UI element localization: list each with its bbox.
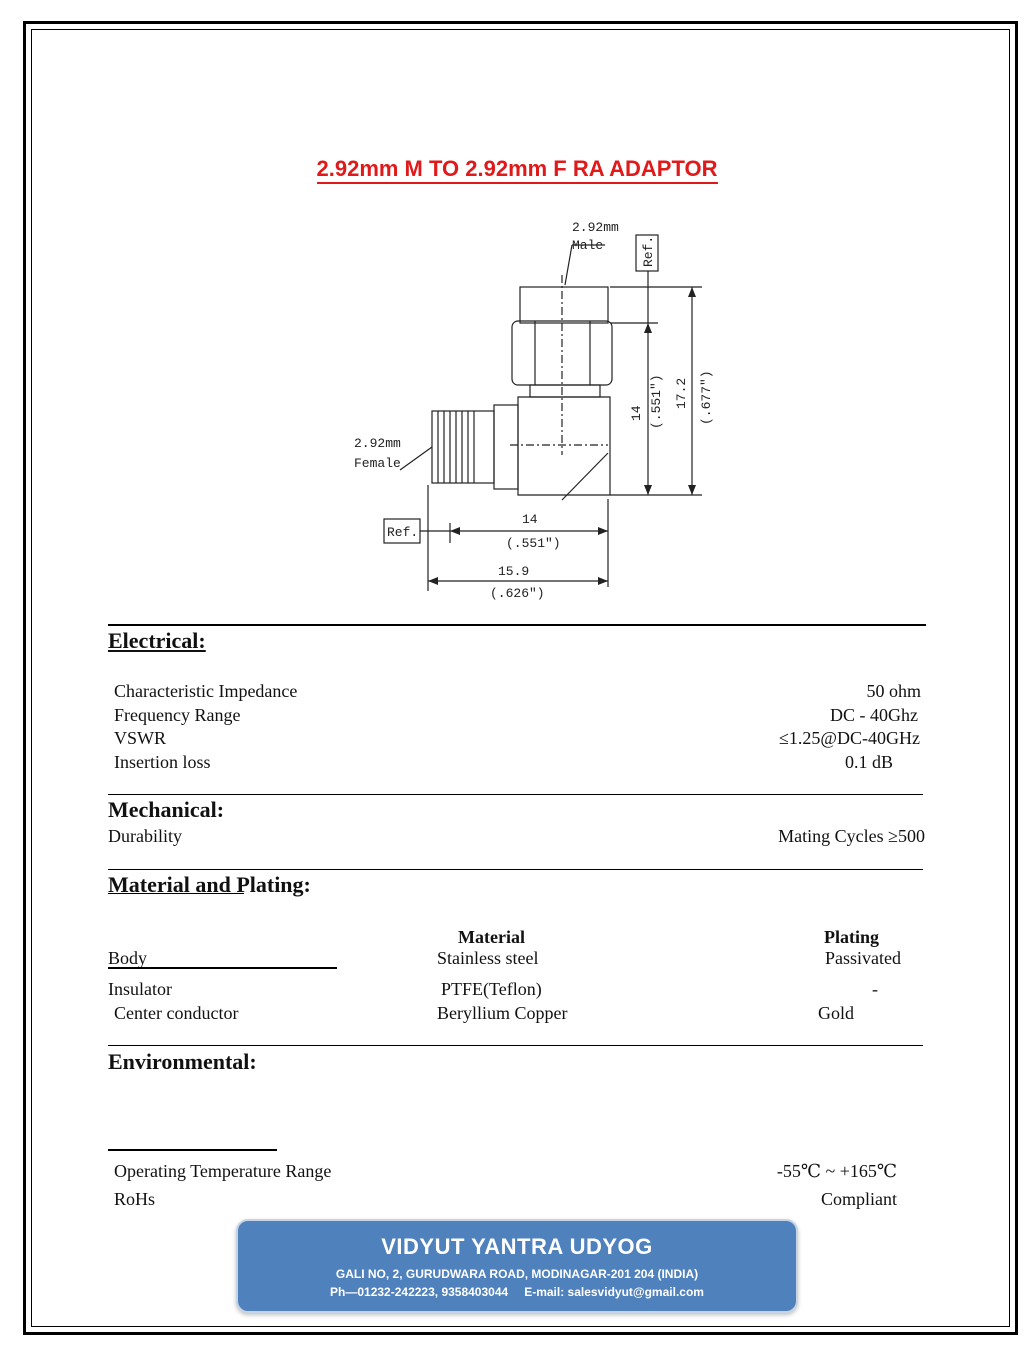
dim-horizontal-14: 14 [522,512,538,527]
body-underline [108,967,337,969]
divider [108,1045,923,1046]
ref-label-left: Ref. [387,525,419,540]
electrical-label-frequency: Frequency Range [114,705,241,725]
material-insulator: PTFE(Teflon) [441,979,542,999]
material-column-header: Material [458,927,525,947]
female-threaded-body [432,411,494,483]
electrical-heading: Electrical: [108,628,206,653]
electrical-value-frequency: DC - 40Ghz [830,705,918,725]
male-coupling-body [520,287,608,323]
dim-horizontal-159: 15.9 [498,564,530,579]
part-body: Body [108,948,148,968]
heading-underline [108,893,244,894]
ref-label-top: Ref. [641,235,656,267]
dim-horizontal-14-inch: (.551″) [506,536,561,551]
company-email: E-mail: salesvidyut@gmail.com [524,1285,704,1299]
env-label-temperature: Operating Temperature Range [114,1161,332,1181]
plating-body: Passivated [825,948,901,968]
dim-vertical-172-inch: (.677″) [699,370,714,425]
divider [108,624,926,626]
electrical-label-insertion-loss: Insertion loss [114,752,211,772]
company-phone: Ph—01232-242223, 9358403044 [330,1285,509,1299]
electrical-value-vswr: ≤1.25@DC-40GHz [779,728,920,748]
mechanical-value-durability: Mating Cycles ≥500 [778,826,925,846]
electrical-label-impedance: Characteristic Impedance [114,681,298,701]
female-label-size: 2.92mm [354,436,401,451]
env-value-temperature: -55℃ ~ +165℃ [776,1161,897,1181]
environmental-heading: Environmental: [108,1049,257,1074]
female-label-gender: Female [354,456,401,471]
divider [108,794,923,795]
plating-insulator: - [872,979,878,999]
electrical-label-vswr: VSWR [114,728,167,748]
plating-center-conductor: Gold [818,1003,854,1023]
elbow-body [518,397,610,495]
env-value-rohs: Compliant [821,1189,897,1209]
divider [108,1149,277,1151]
company-name: VIDYUT YANTRA UDYOG [381,1234,653,1259]
mechanical-heading: Mechanical: [108,797,225,822]
dim-vertical-14-inch: (.551″) [649,374,664,429]
part-center-conductor: Center conductor [114,1003,239,1023]
material-body: Stainless steel [437,948,539,968]
company-footer [236,1219,798,1313]
electrical-value-insertion-loss: 0.1 dB [844,752,893,772]
dim-vertical-14: 14 [629,405,644,421]
part-insulator: Insulator [108,979,172,999]
dim-vertical-172: 17.2 [674,377,689,409]
company-contact [238,1285,796,1299]
divider [108,869,923,870]
dim-horizontal-159-inch: (.626″) [490,586,545,601]
document-title: 2.92mm M TO 2.92mm F RA ADAPTOR [0,156,1034,182]
material-center-conductor: Beryllium Copper [437,1003,568,1023]
technical-drawing [340,215,730,610]
material-heading: Material and Plating: [108,872,311,897]
plating-column-header: Plating [824,927,880,947]
company-address: GALI NO, 2, GURUDWARA ROAD, MODINAGAR-201 204 (INDIA) [335,1267,699,1281]
male-label-size: 2.92mm [572,220,619,235]
electrical-value-impedance: 50 ohm [866,681,921,701]
adaptor-drawing-svg [340,215,730,610]
env-label-rohs: RoHs [114,1189,156,1209]
mechanical-label-durability: Durability [108,826,182,846]
male-label-gender: Male [572,238,604,253]
